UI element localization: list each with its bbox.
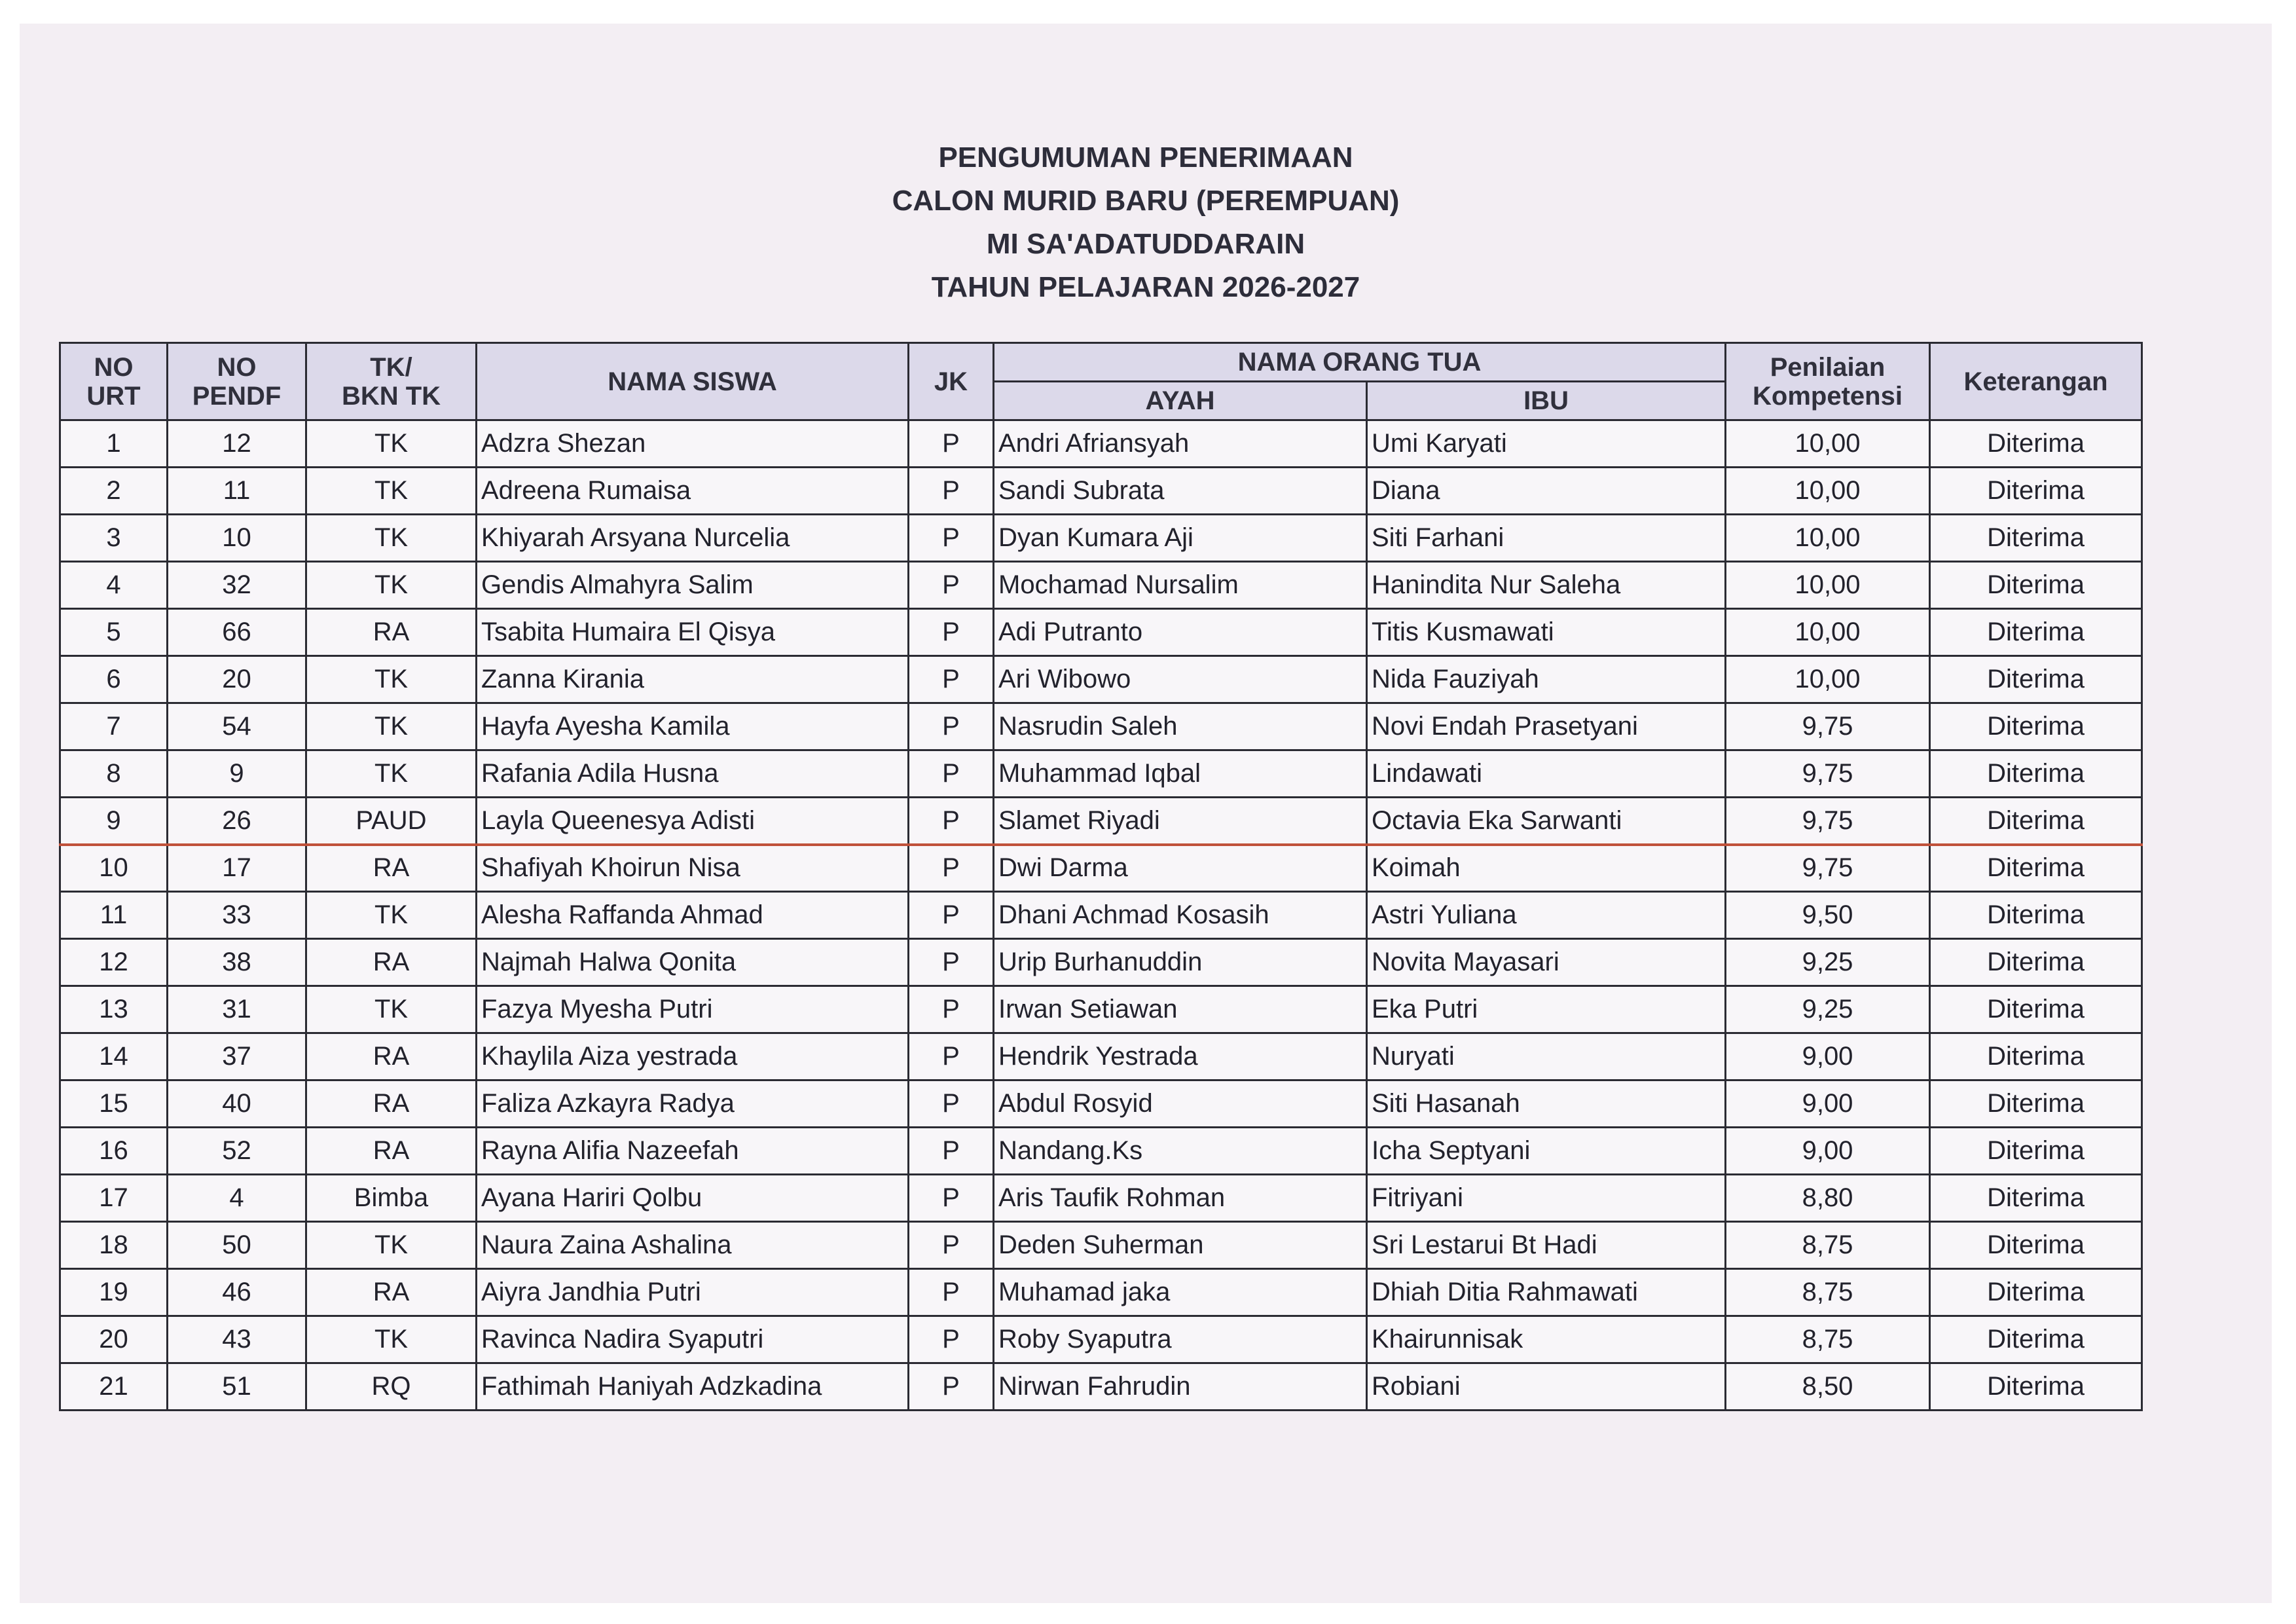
table-row <box>60 420 2142 468</box>
cell-penilaian: 8,75 <box>1726 1269 1930 1316</box>
cell-no-urt: 11 <box>60 892 168 939</box>
cell-nama-siswa: Shafiyah Khoirun Nisa <box>477 845 909 892</box>
title-line-1: PENGUMUMAN PENERIMAAN <box>938 141 1353 174</box>
cell-no-pendf: 32 <box>168 562 306 609</box>
cell-ayah: Dwi Darma <box>994 845 1367 892</box>
cell-ayah: Dyan Kumara Aji <box>994 515 1367 562</box>
cell-no-urt: 1 <box>60 420 168 468</box>
cell-no-pendf: 26 <box>168 798 306 845</box>
cell-keterangan: Diterima <box>1930 703 2142 750</box>
cell-ibu: Robiani <box>1367 1363 1726 1411</box>
cell-no-pendf: 11 <box>168 468 306 515</box>
cell-jk: P <box>909 939 994 986</box>
cell-tk: TK <box>306 703 477 750</box>
cell-ayah: Irwan Setiawan <box>994 986 1367 1033</box>
cell-no-pendf: 33 <box>168 892 306 939</box>
cell-ibu: Lindawati <box>1367 750 1726 798</box>
cell-nama-siswa: Khiyarah Arsyana Nurcelia <box>477 515 909 562</box>
cell-jk: P <box>909 1033 994 1080</box>
cell-no-pendf: 54 <box>168 703 306 750</box>
table-row <box>60 798 2142 845</box>
table-row <box>60 562 2142 609</box>
cell-no-pendf: 31 <box>168 986 306 1033</box>
cell-tk: RA <box>306 845 477 892</box>
cell-nama-siswa: Najmah Halwa Qonita <box>477 939 909 986</box>
cell-penilaian: 9,00 <box>1726 1080 1930 1128</box>
cell-tk: TK <box>306 986 477 1033</box>
table-row <box>60 468 2142 515</box>
cell-keterangan: Diterima <box>1930 798 2142 845</box>
cell-penilaian: 9,50 <box>1726 892 1930 939</box>
cell-no-urt: 9 <box>60 798 168 845</box>
cell-no-urt: 18 <box>60 1222 168 1269</box>
table-row <box>60 609 2142 656</box>
cell-ibu: Nuryati <box>1367 1033 1726 1080</box>
cell-no-urt: 19 <box>60 1269 168 1316</box>
header-ayah: AYAH <box>994 382 1367 420</box>
cell-ibu: Icha Septyani <box>1367 1128 1726 1175</box>
document-title <box>20 136 2272 309</box>
table-row <box>60 1222 2142 1269</box>
cell-no-urt: 5 <box>60 609 168 656</box>
cell-jk: P <box>909 1269 994 1316</box>
cell-penilaian: 10,00 <box>1726 609 1930 656</box>
cell-tk: RA <box>306 1269 477 1316</box>
cell-tk: TK <box>306 656 477 703</box>
table-row <box>60 1033 2142 1080</box>
cell-no-urt: 10 <box>60 845 168 892</box>
table-row <box>60 656 2142 703</box>
title-line-4: TAHUN PELAJARAN 2026-2027 <box>931 271 1360 303</box>
cell-tk: Bimba <box>306 1175 477 1222</box>
table-header <box>60 343 2142 420</box>
header-no-urt: NO URT <box>60 343 168 420</box>
cell-ibu: Nida Fauziyah <box>1367 656 1726 703</box>
cell-tk: TK <box>306 420 477 468</box>
cell-tk: TK <box>306 468 477 515</box>
cell-jk: P <box>909 845 994 892</box>
cell-penilaian: 9,25 <box>1726 986 1930 1033</box>
cell-keterangan: Diterima <box>1930 468 2142 515</box>
cell-jk: P <box>909 1363 994 1411</box>
cell-nama-siswa: Rayna Alifia Nazeefah <box>477 1128 909 1175</box>
header-jk: JK <box>909 343 994 420</box>
cell-no-urt: 15 <box>60 1080 168 1128</box>
cell-nama-siswa: Khaylila Aiza yestrada <box>477 1033 909 1080</box>
cell-ayah: Andri Afriansyah <box>994 420 1367 468</box>
cell-nama-siswa: Alesha Raffanda Ahmad <box>477 892 909 939</box>
cell-no-urt: 6 <box>60 656 168 703</box>
cell-nama-siswa: Rafania Adila Husna <box>477 750 909 798</box>
cell-no-pendf: 4 <box>168 1175 306 1222</box>
cell-keterangan: Diterima <box>1930 1363 2142 1411</box>
cell-ibu: Sri Lestarui Bt Hadi <box>1367 1222 1726 1269</box>
cell-ayah: Ari Wibowo <box>994 656 1367 703</box>
cell-no-urt: 2 <box>60 468 168 515</box>
table-row <box>60 1128 2142 1175</box>
cell-ayah: Dhani Achmad Kosasih <box>994 892 1367 939</box>
cell-no-urt: 12 <box>60 939 168 986</box>
table-row <box>60 750 2142 798</box>
cell-jk: P <box>909 1080 994 1128</box>
cell-penilaian: 8,80 <box>1726 1175 1930 1222</box>
cell-tk: RA <box>306 1128 477 1175</box>
cell-penilaian: 9,00 <box>1726 1033 1930 1080</box>
cell-no-urt: 21 <box>60 1363 168 1411</box>
cell-nama-siswa: Gendis Almahyra Salim <box>477 562 909 609</box>
cell-keterangan: Diterima <box>1930 939 2142 986</box>
cell-penilaian: 10,00 <box>1726 656 1930 703</box>
cell-no-pendf: 46 <box>168 1269 306 1316</box>
cell-tk: TK <box>306 562 477 609</box>
cell-keterangan: Diterima <box>1930 420 2142 468</box>
table-row <box>60 939 2142 986</box>
cell-keterangan: Diterima <box>1930 1222 2142 1269</box>
cell-ibu: Titis Kusmawati <box>1367 609 1726 656</box>
header-nama-orang-tua: NAMA ORANG TUA <box>994 343 1726 382</box>
cell-ibu: Novi Endah Prasetyani <box>1367 703 1726 750</box>
cell-jk: P <box>909 420 994 468</box>
cell-keterangan: Diterima <box>1930 1033 2142 1080</box>
cell-jk: P <box>909 798 994 845</box>
cell-nama-siswa: Aiyra Jandhia Putri <box>477 1269 909 1316</box>
cell-no-urt: 16 <box>60 1128 168 1175</box>
cell-no-pendf: 66 <box>168 609 306 656</box>
cell-no-pendf: 52 <box>168 1128 306 1175</box>
cell-keterangan: Diterima <box>1930 656 2142 703</box>
cell-ayah: Mochamad Nursalim <box>994 562 1367 609</box>
cell-ibu: Diana <box>1367 468 1726 515</box>
table-row <box>60 986 2142 1033</box>
cell-no-pendf: 12 <box>168 420 306 468</box>
title-line-2: CALON MURID BARU (PEREMPUAN) <box>892 185 1400 217</box>
cell-penilaian: 9,00 <box>1726 1128 1930 1175</box>
cell-tk: TK <box>306 1222 477 1269</box>
cell-no-pendf: 38 <box>168 939 306 986</box>
cell-tk: PAUD <box>306 798 477 845</box>
cell-nama-siswa: Layla Queenesya Adisti <box>477 798 909 845</box>
cell-jk: P <box>909 515 994 562</box>
cell-no-pendf: 50 <box>168 1222 306 1269</box>
cell-ibu: Hanindita Nur Saleha <box>1367 562 1726 609</box>
cell-ibu: Siti Farhani <box>1367 515 1726 562</box>
cell-penilaian: 9,75 <box>1726 798 1930 845</box>
cell-penilaian: 10,00 <box>1726 562 1930 609</box>
admission-table <box>59 342 2143 1411</box>
table-row <box>60 1269 2142 1316</box>
cell-tk: RA <box>306 609 477 656</box>
cell-jk: P <box>909 468 994 515</box>
cell-jk: P <box>909 656 994 703</box>
cell-ayah: Adi Putranto <box>994 609 1367 656</box>
cell-penilaian: 9,75 <box>1726 703 1930 750</box>
cell-ibu: Dhiah Ditia Rahmawati <box>1367 1269 1726 1316</box>
cell-keterangan: Diterima <box>1930 1175 2142 1222</box>
cell-keterangan: Diterima <box>1930 986 2142 1033</box>
title-line-3: MI SA'ADATUDDARAIN <box>986 228 1305 260</box>
cell-jk: P <box>909 750 994 798</box>
cell-ibu: Siti Hasanah <box>1367 1080 1726 1128</box>
cell-ayah: Roby Syaputra <box>994 1316 1367 1363</box>
cell-no-urt: 14 <box>60 1033 168 1080</box>
cell-ibu: Octavia Eka Sarwanti <box>1367 798 1726 845</box>
cell-jk: P <box>909 703 994 750</box>
cell-penilaian: 9,25 <box>1726 939 1930 986</box>
cell-tk: TK <box>306 892 477 939</box>
cell-jk: P <box>909 1175 994 1222</box>
table-row <box>60 1080 2142 1128</box>
cell-nama-siswa: Adzra Shezan <box>477 420 909 468</box>
cell-nama-siswa: Hayfa Ayesha Kamila <box>477 703 909 750</box>
cell-nama-siswa: Naura Zaina Ashalina <box>477 1222 909 1269</box>
cell-ayah: Hendrik Yestrada <box>994 1033 1367 1080</box>
cell-jk: P <box>909 562 994 609</box>
cell-no-pendf: 20 <box>168 656 306 703</box>
cell-no-pendf: 43 <box>168 1316 306 1363</box>
cell-nama-siswa: Adreena Rumaisa <box>477 468 909 515</box>
cell-no-urt: 20 <box>60 1316 168 1363</box>
cell-ayah: Muhammad Iqbal <box>994 750 1367 798</box>
cell-ayah: Urip Burhanuddin <box>994 939 1367 986</box>
table-row <box>60 892 2142 939</box>
cell-no-pendf: 51 <box>168 1363 306 1411</box>
cell-tk: RQ <box>306 1363 477 1411</box>
header-penilaian: Penilaian Kompetensi <box>1726 343 1930 420</box>
cell-ibu: Fitriyani <box>1367 1175 1726 1222</box>
cell-ayah: Deden Suherman <box>994 1222 1367 1269</box>
cell-penilaian: 8,75 <box>1726 1316 1930 1363</box>
cell-penilaian: 8,50 <box>1726 1363 1930 1411</box>
cell-ayah: Muhamad jaka <box>994 1269 1367 1316</box>
cell-penilaian: 10,00 <box>1726 515 1930 562</box>
cell-ayah: Abdul Rosyid <box>994 1080 1367 1128</box>
table-row <box>60 1316 2142 1363</box>
cell-keterangan: Diterima <box>1930 562 2142 609</box>
cell-ayah: Aris Taufik Rohman <box>994 1175 1367 1222</box>
cell-nama-siswa: Ravinca Nadira Syaputri <box>477 1316 909 1363</box>
cell-no-urt: 17 <box>60 1175 168 1222</box>
cell-jk: P <box>909 1222 994 1269</box>
cell-no-pendf: 40 <box>168 1080 306 1128</box>
cell-nama-siswa: Fathimah Haniyah Adzkadina <box>477 1363 909 1411</box>
cell-keterangan: Diterima <box>1930 1080 2142 1128</box>
cell-ayah: Nirwan Fahrudin <box>994 1363 1367 1411</box>
cell-keterangan: Diterima <box>1930 609 2142 656</box>
cell-keterangan: Diterima <box>1930 1128 2142 1175</box>
cell-ayah: Sandi Subrata <box>994 468 1367 515</box>
header-ibu: IBU <box>1367 382 1726 420</box>
cell-no-pendf: 10 <box>168 515 306 562</box>
cell-no-urt: 7 <box>60 703 168 750</box>
cell-keterangan: Diterima <box>1930 750 2142 798</box>
cell-no-urt: 3 <box>60 515 168 562</box>
cell-tk: RA <box>306 939 477 986</box>
cell-tk: TK <box>306 1316 477 1363</box>
header-nama-siswa: NAMA SISWA <box>477 343 909 420</box>
cell-no-pendf: 17 <box>168 845 306 892</box>
cell-jk: P <box>909 609 994 656</box>
cell-keterangan: Diterima <box>1930 1316 2142 1363</box>
cell-nama-siswa: Tsabita Humaira El Qisya <box>477 609 909 656</box>
cell-nama-siswa: Zanna Kirania <box>477 656 909 703</box>
cell-penilaian: 10,00 <box>1726 468 1930 515</box>
cell-ayah: Nandang.Ks <box>994 1128 1367 1175</box>
cell-ayah: Nasrudin Saleh <box>994 703 1367 750</box>
cell-tk: RA <box>306 1080 477 1128</box>
cell-no-urt: 13 <box>60 986 168 1033</box>
cell-no-pendf: 9 <box>168 750 306 798</box>
cell-keterangan: Diterima <box>1930 845 2142 892</box>
cell-tk: TK <box>306 750 477 798</box>
table-row <box>60 1363 2142 1411</box>
header-tk: TK/ BKN TK <box>306 343 477 420</box>
cell-keterangan: Diterima <box>1930 1269 2142 1316</box>
cell-nama-siswa: Ayana Hariri Qolbu <box>477 1175 909 1222</box>
cell-keterangan: Diterima <box>1930 515 2142 562</box>
cell-jk: P <box>909 986 994 1033</box>
cell-penilaian: 9,75 <box>1726 750 1930 798</box>
cell-no-urt: 8 <box>60 750 168 798</box>
cell-ibu: Khairunnisak <box>1367 1316 1726 1363</box>
table-row <box>60 515 2142 562</box>
cell-penilaian: 8,75 <box>1726 1222 1930 1269</box>
cell-nama-siswa: Fazya Myesha Putri <box>477 986 909 1033</box>
cell-ibu: Koimah <box>1367 845 1726 892</box>
cell-no-urt: 4 <box>60 562 168 609</box>
cell-penilaian: 9,75 <box>1726 845 1930 892</box>
table-body <box>60 420 2142 1411</box>
cell-ayah: Slamet Riyadi <box>994 798 1367 845</box>
table-row <box>60 1175 2142 1222</box>
cell-no-pendf: 37 <box>168 1033 306 1080</box>
cell-keterangan: Diterima <box>1930 892 2142 939</box>
cell-jk: P <box>909 1316 994 1363</box>
cell-tk: TK <box>306 515 477 562</box>
cell-nama-siswa: Faliza Azkayra Radya <box>477 1080 909 1128</box>
cell-jk: P <box>909 1128 994 1175</box>
header-keterangan: Keterangan <box>1930 343 2142 420</box>
cell-tk: RA <box>306 1033 477 1080</box>
header-no-pendf: NO PENDF <box>168 343 306 420</box>
cell-penilaian: 10,00 <box>1726 420 1930 468</box>
table-row <box>60 845 2142 892</box>
cell-ibu: Novita Mayasari <box>1367 939 1726 986</box>
cell-ibu: Umi Karyati <box>1367 420 1726 468</box>
cell-ibu: Eka Putri <box>1367 986 1726 1033</box>
cell-ibu: Astri Yuliana <box>1367 892 1726 939</box>
cell-jk: P <box>909 892 994 939</box>
table-row <box>60 703 2142 750</box>
